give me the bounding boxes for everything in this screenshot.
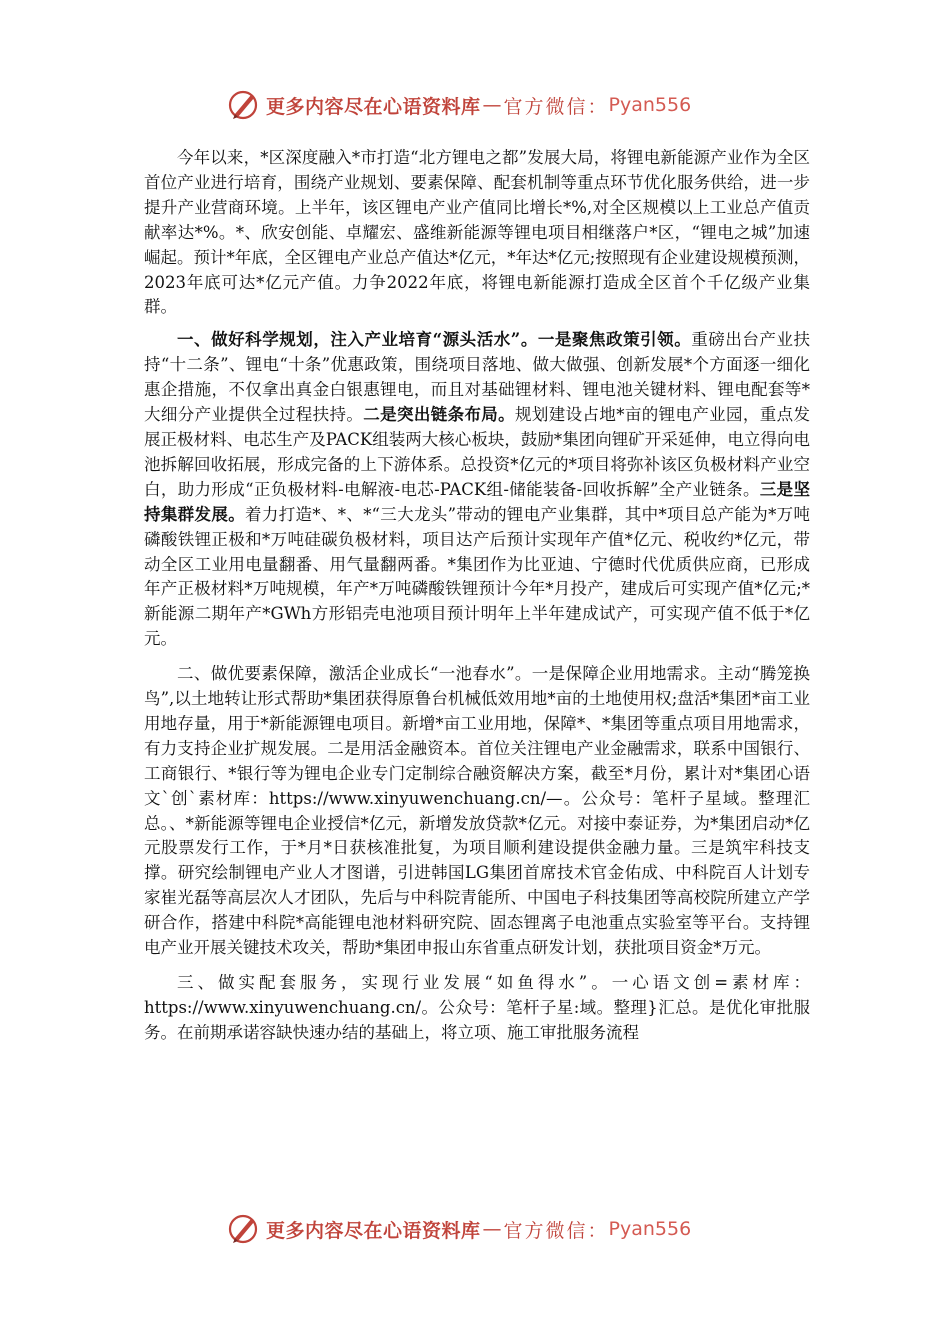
- watermark-wechat-label: 官方微信：: [503, 1219, 609, 1242]
- pen-logo-icon: [226, 87, 262, 123]
- paragraph-section-2: 二、做优要素保障，激活企业成长“一池春水”。一是保障企业用地需求。主动“腾笼换鸟”,以土地转让形式帮助*集团获得原鲁台机械低效用地*亩的土地使用权;盘活*集团*亩工业用地存量，用于*新能源锂电项目。新增*亩工业用地，保障*、*集团等重点项目用地需求，有力支持企业扩规发展。二是用活金融资本。首位关注锂电产业金融需求，联系中国银行、工商银行、*银行等为锂电企业专门定制综合融资解决方案，截至*月份，累计对*集团心语文`创`素材库：https://www.xinyuwenchuang.cn/—。公众号：笔杆子星域。整理汇总。、*新能源等锂电企业授信*亿元，新增发放贷款*亿元。对接中泰证券，为*集团启动*亿元股票发行工作，于*月*日获核准批复，为项目顺利建设提供金融力量。三是筑牢科技支撑。研究绘制锂电产业人才图谱，引进韩国LG集团首席技术官金佑成、中科院百人计划专家崔光磊等高层次人才团队，先后与中科院青能所、中国电子科技集团等高校院所建立产学研合作，搭建中科院*高能锂电池材料研究院、固态锂离子电池重点实验室等平台。支持锂电产业开展关键技术攻关，帮助*集团申报山东省重点研发计划，获批项目资金*万元。: [144, 664, 810, 958]
- paragraph-section-3: 三、做实配套服务，实现行业发展“如鱼得水”。一心语文创=素材库：https://www.xinyuwenchuang.cn/。公众号：笔杆子星:域。整理}汇总。是优化审批服务。在前期承诺容缺快速办结的基础上，将立项、施工审批服务流程: [144, 973, 810, 1042]
- section-1-subheading-2: 二是突出链条布局。: [363, 405, 516, 425]
- watermark-dash: —: [482, 94, 502, 116]
- paragraph-intro: 今年以来，*区深度融入*市打造“北方锂电之都”发展大局，将锂电新能源产业作为全区首位产业进行培育，围绕产业规划、要素保障、配套机制等重点环节优化服务供给，进一步提升产业营商环境。上半年，该区锂电产业产值同比增长*%,对全区规模以上工业总产值贡献率达*%。*、欣安创能、卓耀宏、盛维新能源等锂电项目相继落户*区，“锂电之城”加速崛起。预计*年底，全区锂电产业总产值达*亿元，*年达*亿元;按照现有企业建设规模预测，2023年底可达*亿元产值。力争2022年底，将锂电新能源打造成全区首个千亿级产业集群。: [144, 148, 810, 317]
- document-body: [144, 146, 810, 1046]
- footer-watermark-banner: [226, 1210, 726, 1248]
- section-1-text-a: 重磅出台产业扶持“十二条”、锂电“十条”优惠政策，围绕项目落地、做大做强、创新发展*个方面逐一细化惠企措施，不仅拿出真金白银惠锂电，而且对基础锂材料、锂电池关键材料、锂电配套等*大细分产业提供全过程扶持。: [144, 330, 811, 425]
- section-1-text-b: 规划建设占地*亩的锂电产业园，重点发展正极材料、电芯生产及PACK组装两大核心板块，鼓励*集团向锂矿开采延伸，电立得向电池拆解回收拓展，形成完备的上下游体系。总投资*亿元的*项目将弥补该区负极材料产业空白，助力形成“正负极材料-电解液-电芯-PACK组-储能装备-回收拆解”全产业链条。: [144, 405, 811, 499]
- watermark-wechat-label: 官方微信：: [503, 95, 609, 118]
- watermark-dash: —: [482, 1218, 502, 1240]
- pen-logo-icon: [226, 1211, 262, 1247]
- paragraph-section-1: [144, 328, 810, 652]
- watermark-wechat-id: Pyan556: [608, 1218, 692, 1240]
- watermark-brand: 更多内容尽在心语资料库: [266, 1219, 481, 1242]
- section-1-heading: 一、做好科学规划，注入产业培育“源头活水”。一是聚焦政策引领。: [177, 330, 692, 350]
- section-1-subheading-3: 三是坚持集群发展。: [144, 479, 811, 524]
- watermark-wechat-id: Pyan556: [608, 94, 692, 116]
- section-1-text-c: 着力打造*、*、*“三大龙头”带动的锂电产业集群，其中*项目总产能为*万吨磷酸铁锂正极和*万吨硅碳负极材料，项目达产后预计实现年产值*亿元、税收约*亿元，带动全区工业用电量翻番、用气量翻两番。*集团作为比亚迪、宁德时代优质供应商，已形成年产正极材料*万吨规模，年产*万吨磷酸铁锂预计今年*月投产，建成后可实现产值*亿元;*新能源二期年产*GWh方形铝壳电池项目预计明年上半年建成试产，可实现产值不低于*亿元。: [144, 504, 810, 649]
- watermark-brand: 更多内容尽在心语资料库: [266, 95, 481, 118]
- header-watermark-banner: [226, 86, 726, 124]
